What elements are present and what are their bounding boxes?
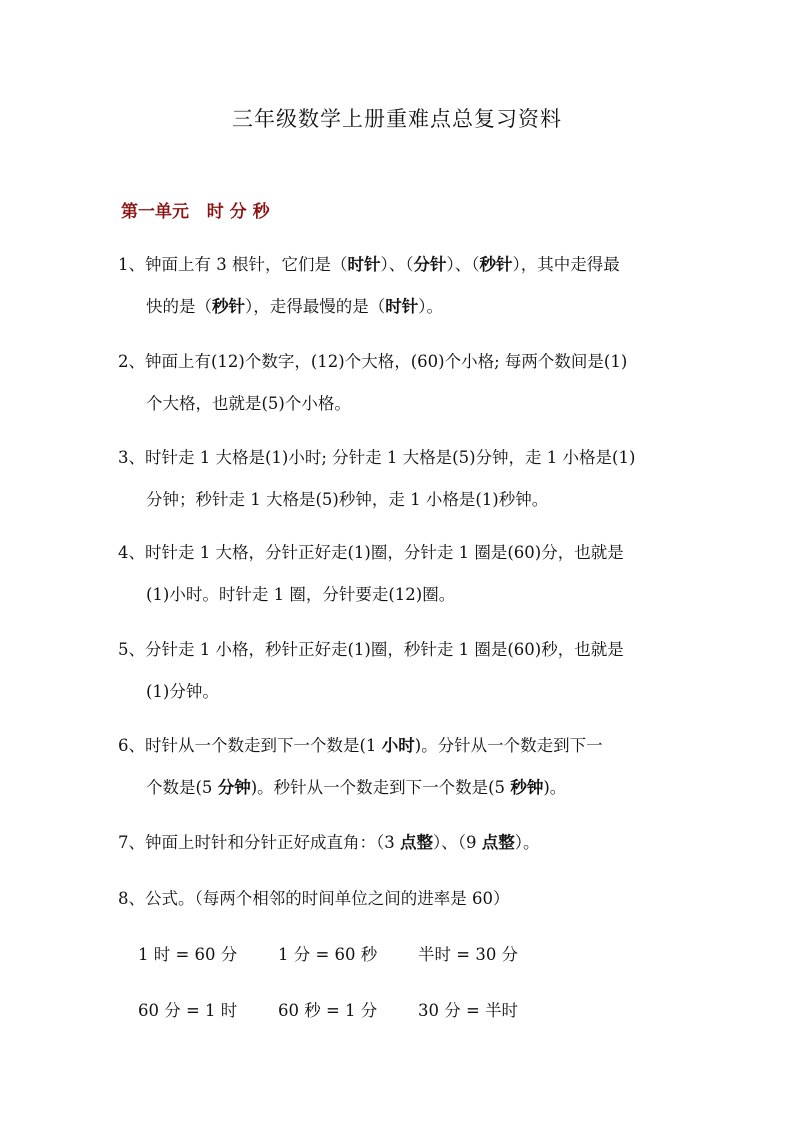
text: 个数是(5 <box>146 778 218 797</box>
text: (1)分钟。 <box>146 682 219 701</box>
text: 时针从一个数走到下一个数是(1 <box>145 736 382 755</box>
item-3-line-1 <box>118 437 635 479</box>
formula: 30 分 = 半时 <box>418 1001 519 1020</box>
list-item-7 <box>118 822 540 864</box>
item-8-line-1 <box>118 878 510 920</box>
item-2-line-1 <box>118 341 627 383</box>
document-title: 三年级数学上册重难点总复习资料 <box>232 107 562 131</box>
answer: 分针 <box>413 255 447 274</box>
item-5-line-1 <box>118 629 624 671</box>
list-item-5 <box>118 629 624 713</box>
item-1-line-2 <box>118 286 620 328</box>
item-4-line-2 <box>118 574 624 616</box>
item-number: 6、 <box>118 736 145 755</box>
text: )。分针从一个数走到下一 <box>414 736 603 755</box>
list-item-8 <box>118 878 510 920</box>
text: 个大格，也就是(5)个小格。 <box>146 394 351 413</box>
answer: 秒针 <box>212 297 245 316</box>
text: ）、（ <box>380 255 414 274</box>
text: )。秒针从一个数走到下一个数是(5 <box>250 778 511 797</box>
text: 公式。（每两个相邻的时间单位之间的进率是 60） <box>145 889 510 908</box>
text: )。 <box>543 778 567 797</box>
answer: 小时 <box>381 736 415 755</box>
answer: 秒针 <box>479 255 513 274</box>
text: ）。 <box>418 297 443 316</box>
text: (1)小时。时针走 1 圈，分针要走(12)圈。 <box>146 585 456 604</box>
answer: 时针 <box>347 255 381 274</box>
item-number: 1、 <box>118 255 145 274</box>
formula: 60 秒 = 1 分 <box>278 1001 378 1020</box>
text: 分钟；秒针走 1 大格是(5)秒钟，走 1 小格是(1)秒钟。 <box>146 490 549 509</box>
formula-row-1 <box>138 941 518 965</box>
item-number: 3、 <box>118 448 145 467</box>
formula: 60 分 = 1 时 <box>138 1001 238 1020</box>
item-2-line-2 <box>118 383 627 425</box>
item-6-line-1 <box>118 725 603 767</box>
text: 时针走 1 大格是(1)小时; 分针走 1 大格是(5)分钟，走 1 小格是(1) <box>145 448 636 467</box>
list-item-4 <box>118 532 624 616</box>
answer: 点整 <box>481 833 515 852</box>
answer: 分钟 <box>217 778 251 797</box>
formula: 半时 = 30 分 <box>418 945 519 964</box>
item-7-line-1 <box>118 822 540 864</box>
item-4-line-1 <box>118 532 624 574</box>
item-number: 2、 <box>118 352 145 371</box>
text: 时针走 1 大格，分针正好走(1)圈，分针走 1 圈是(60)分，也就是 <box>145 543 624 562</box>
item-1-line-1 <box>118 244 620 286</box>
section-heading: 第一单元 时 分 秒 <box>121 202 270 222</box>
formula: 1 分 = 60 秒 <box>278 945 378 964</box>
text: ）、（ <box>446 255 480 274</box>
list-item-2 <box>118 341 627 425</box>
item-number: 8、 <box>118 889 145 908</box>
text: 钟面上有(12)个数字，(12)个大格，(60)个小格; 每两个数间是(1) <box>145 352 628 371</box>
item-3-line-2 <box>118 479 635 521</box>
text: ）、（9 <box>433 833 482 852</box>
list-item-6 <box>118 725 603 809</box>
item-number: 5、 <box>118 640 145 659</box>
text: ）。 <box>514 833 540 852</box>
text: 快的是（ <box>146 297 212 316</box>
item-number: 4、 <box>118 543 145 562</box>
item-5-line-2 <box>118 671 624 713</box>
item-6-line-2 <box>118 767 603 809</box>
text: ），其中走得最 <box>512 255 620 274</box>
list-item-3 <box>118 437 635 521</box>
text: 钟面上有 3 根针，它们是（ <box>145 255 348 274</box>
answer: 时针 <box>385 297 419 316</box>
formula: 1 时 = 60 分 <box>138 945 238 964</box>
answer: 点整 <box>400 833 433 852</box>
answer: 秒钟 <box>510 778 544 797</box>
formula-row-2 <box>138 997 518 1021</box>
item-number: 7、 <box>118 833 145 852</box>
list-item-1 <box>118 244 620 328</box>
text: 分针走 1 小格，秒针正好走(1)圈，秒针走 1 圈是(60)秒，也就是 <box>145 640 624 659</box>
text: 钟面上时针和分针正好成直角：（3 <box>145 833 400 852</box>
text: ），走得最慢的是（ <box>245 297 386 316</box>
